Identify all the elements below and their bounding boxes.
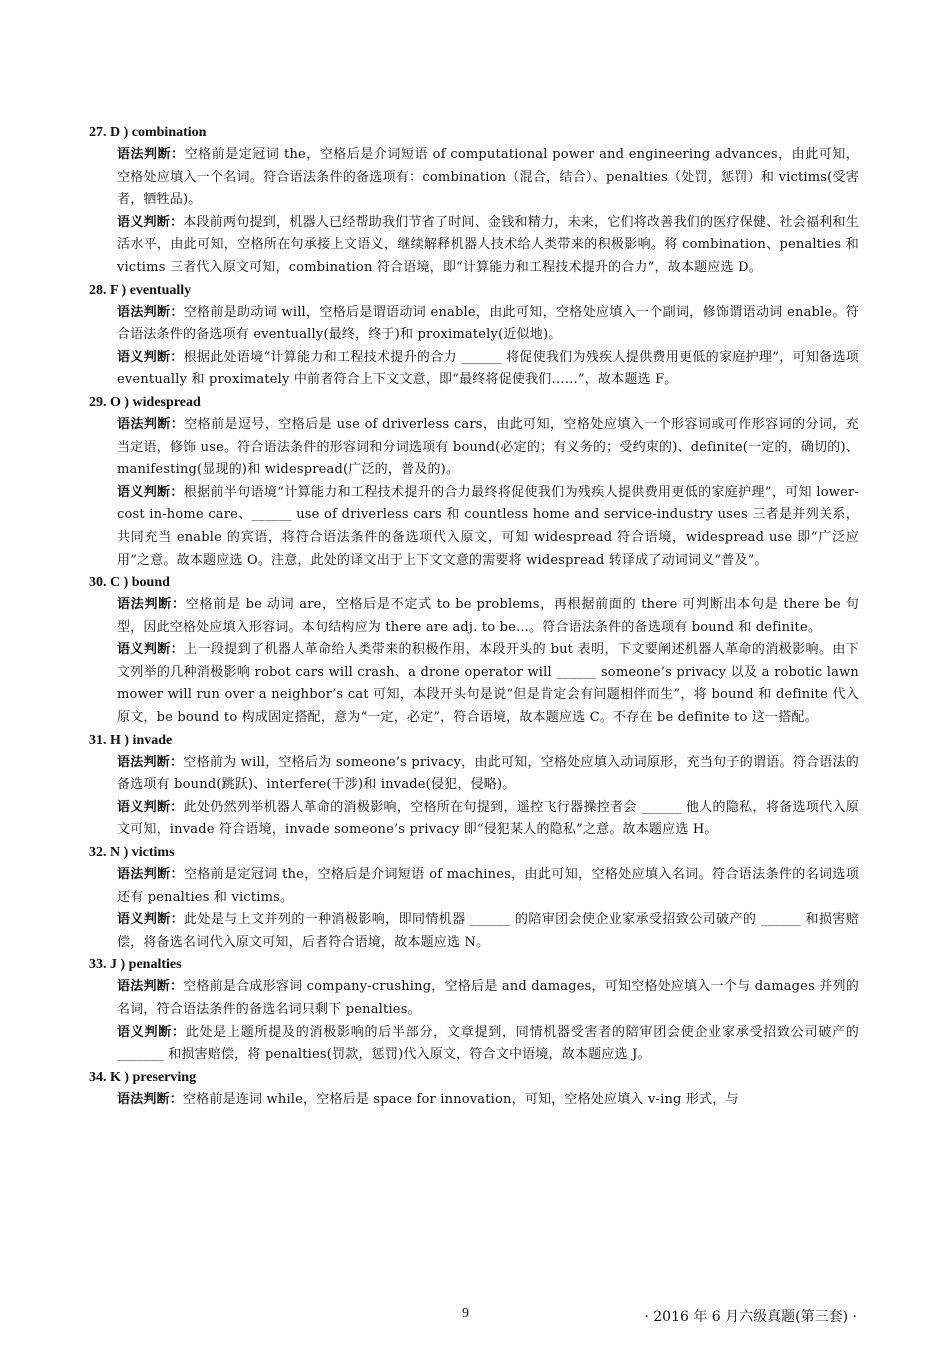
answer-item bbox=[89, 122, 859, 280]
answer-heading: 34. K ) preserving bbox=[89, 1069, 197, 1085]
analysis-label: 语法判断： bbox=[117, 1091, 184, 1107]
answer-heading: 29. O ) widespread bbox=[89, 394, 201, 410]
answer-item bbox=[89, 730, 859, 842]
semantic-analysis bbox=[117, 482, 859, 572]
answer-item bbox=[89, 954, 859, 1066]
answer-item bbox=[89, 280, 859, 392]
analysis-text: 空格前是 be 动词 are，空格后是不定式 to be problems，再根据前面的 there 可判断出本句是 there be 句型，因此空格处应填入形容词。本句结构应为 there are adj. to be...。符合语法条件的备选项有 bound 和 definite。 bbox=[117, 597, 859, 635]
grammar-analysis bbox=[117, 594, 859, 639]
answer-heading: 32. N ) victims bbox=[89, 845, 175, 861]
semantic-analysis bbox=[117, 1022, 859, 1067]
analysis-label: 语法判断： bbox=[117, 979, 184, 995]
semantic-analysis bbox=[117, 212, 859, 280]
answer-item bbox=[89, 572, 859, 730]
analysis-label: 语义判断： bbox=[117, 642, 185, 658]
footer-exam-title: · 2016 年 6 月六级真题(第三套) · bbox=[644, 1309, 857, 1325]
semantic-analysis bbox=[117, 909, 859, 954]
analysis-text: 空格前是助动词 will，空格后是谓语动词 enable，由此可知，空格处应填入一个副词，修饰谓语动词 enable。符合语法条件的备选项有 eventually(最终，终于)和 proximately(近似地)。 bbox=[117, 304, 859, 343]
answer-heading: 28. F ) eventually bbox=[89, 282, 192, 298]
answer-heading: 27. D ) combination bbox=[89, 125, 207, 140]
grammar-analysis bbox=[117, 1089, 859, 1112]
analysis-label: 语法判断： bbox=[117, 754, 184, 770]
analysis-text: 此处仍然列举机器人革命的消极影响，空格所在句提到，遥控飞行器操控者会 ______ 他人的隐私，将备选项代入原文可知，invade 符合语境，invade someone’s privacy 即“侵犯某人的隐私”之意。故本题应选 H。 bbox=[117, 799, 859, 838]
analysis-label: 语义判断： bbox=[117, 799, 184, 815]
analysis-text: 空格前是合成形容词 company-crushing，空格后是 and damages，可知空格处应填入一个与 damages 并列的名词，符合语法条件的备选名词只剩下 penalties。 bbox=[117, 979, 859, 1017]
analysis-label: 语法判断： bbox=[117, 867, 184, 883]
grammar-analysis bbox=[117, 752, 859, 797]
analysis-label: 语法判断： bbox=[117, 597, 186, 613]
analysis-label: 语义判断： bbox=[117, 349, 184, 365]
analysis-text: 空格前是逗号，空格后是 use of driverless cars，由此可知，空格处应填入一个形容词或可作形容词的分词，充当定语，修饰 use。符合语法条件的形容词和分词选项有 bound(必定的；有义务的；受约束的)、definite(一定的，确切的)、manifesting(显现的)和 widespread(广泛的，普及的)。 bbox=[117, 416, 859, 478]
analysis-text: 上一段提到了机器人革命给人类带来的积极作用，本段开头的 but 表明，下文要阐述机器人革命的消极影响。由下文列举的几种消极影响 robot cars will crash、a drone operator will ______ someone’s privacy 以及 a robotic lawn mower will run over a neighbor’s cat 可知，本段开头句是说“但是肯定会有问题相伴而生”，将 bound 和 definite 代入原文，be bound to 构成固定搭配，意为“一定，必定”，符合语境，故本题应选 C。不存在 be definite to 这一搭配。 bbox=[117, 642, 859, 726]
answer-heading: 33. J ) penalties bbox=[89, 957, 182, 973]
analysis-text: 根据此处语境“计算能力和工程技术提升的合力 ______ 将促使我们为残疾人提供费用更低的家庭护理”，可知备选项 eventually 和 proximately 中前者符合上下文文意，即“最终将促使我们……”，故本题选 F。 bbox=[117, 349, 859, 388]
analysis-label: 语义判断： bbox=[117, 214, 184, 230]
answer-heading: 30. C ) bound bbox=[89, 575, 170, 591]
analysis-text: 此处是与上文并列的一种消极影响，即同情机器 ______ 的陪审团会使企业家承受招致公司破产的 ______ 和损害赔偿，将备选名词代入原文可知，后者符合语境，故本题应选 N。 bbox=[117, 912, 859, 950]
analysis-text: 空格前是连词 while，空格后是 space for innovation，可知，空格处应填入 v-ing 形式，与 bbox=[183, 1091, 739, 1107]
page-number: 9 bbox=[462, 1306, 469, 1321]
semantic-analysis bbox=[117, 639, 859, 729]
semantic-analysis bbox=[117, 797, 859, 842]
analysis-text: 空格前是定冠词 the，空格后是介词短语 of computational power and engineering advances，由此可知，空格处应填入一个名词。符合语法条件的备选项有：combination（混合，结合）、penalties（处罚，惩罚）和 victims(受害者，牺牲品)。 bbox=[117, 147, 859, 208]
answer-explanations bbox=[89, 122, 859, 1111]
analysis-text: 本段前两句提到，机器人已经帮助我们节省了时间、金钱和精力，未来，它们将改善我们的医疗保健、社会福利和生活水平，由此可知，空格所在句承接上文语义，继续解释机器人技术给人类带来的积极影响。将 combination、penalties 和 victims 三者代入原文可知，combination 符合语境，即“计算能力和工程技术提升的合力”，故本题应选 D。 bbox=[117, 214, 859, 275]
analysis-text: 根据前半句语境“计算能力和工程技术提升的合力最终将促使我们为残疾人提供费用更低的家庭护理”，可知 lower-cost in-home care、______ use of driverless cars 和 countless home and service-industry uses 三者是并列关系，共同充当 enable 的宾语，将符合语法条件的备选项代入原文，可知 widespread 符合语境，widespread use 即“广泛应用”之意。故本题应选 O。注意，此处的译文出于上下文文意的需要将 widespread 转译成了动词词义“普及”。 bbox=[117, 484, 859, 568]
analysis-text: 空格前是定冠词 the，空格后是介词短语 of machines，由此可知，空格处应填入名词。符合语法条件的名词选项还有 penalties 和 victims。 bbox=[117, 867, 859, 905]
analysis-label: 语法判断： bbox=[117, 147, 185, 162]
analysis-text: 空格前为 will，空格后为 someone’s privacy，由此可知，空格处应填入动词原形，充当句子的谓语。符合语法的备选项有 bound(跳跃)、interfere(干涉)和 invade(侵犯，侵略)。 bbox=[117, 754, 859, 793]
grammar-analysis bbox=[117, 414, 859, 482]
analysis-label: 语法判断： bbox=[117, 416, 185, 432]
grammar-analysis bbox=[117, 976, 859, 1021]
analysis-label: 语义判断： bbox=[117, 1024, 186, 1040]
semantic-analysis bbox=[117, 347, 859, 392]
answer-item bbox=[89, 842, 859, 954]
analysis-label: 语义判断： bbox=[117, 912, 185, 928]
grammar-analysis bbox=[117, 864, 859, 909]
answer-item bbox=[89, 392, 859, 572]
grammar-analysis bbox=[117, 302, 859, 347]
analysis-text: 此处是上题所提及的消极影响的后半部分，文章提到，同情机器受害者的陪审团会使企业家承受招致公司破产的 _______ 和损害赔偿，将 penalties(罚款，惩罚)代入原文，符合文中语境，故本题应选 J。 bbox=[117, 1024, 859, 1063]
answer-item bbox=[89, 1067, 859, 1112]
answer-heading: 31. H ) invade bbox=[89, 732, 173, 748]
grammar-analysis bbox=[117, 144, 859, 212]
analysis-label: 语法判断： bbox=[117, 304, 184, 320]
analysis-label: 语义判断： bbox=[117, 484, 184, 500]
